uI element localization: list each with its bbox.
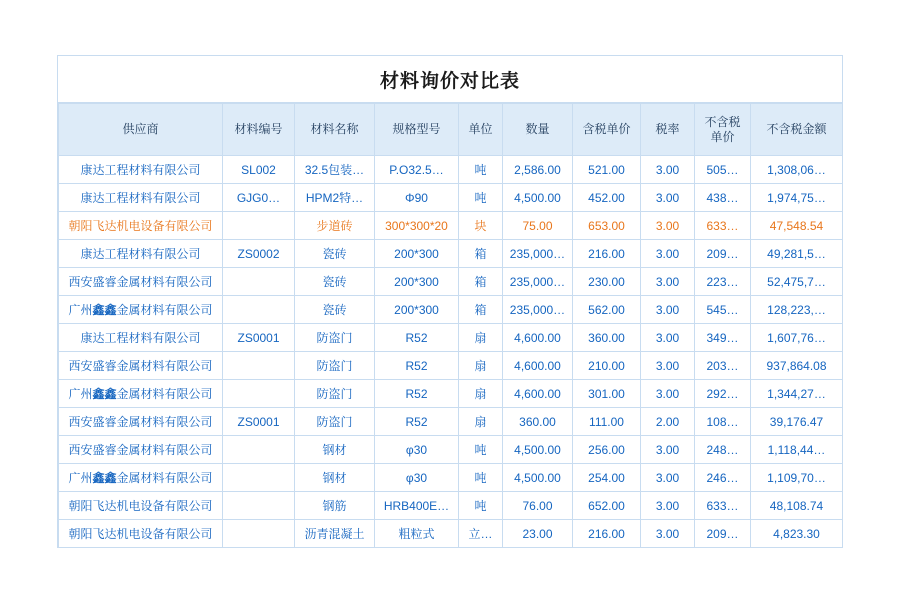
- cell-tax-price: 216.00: [573, 240, 641, 268]
- cell-net-price: 108…: [695, 408, 751, 436]
- table-row[interactable]: [59, 520, 843, 548]
- cell-tax-rate: 3.00: [641, 156, 695, 184]
- price-comparison-sheet: [57, 55, 843, 548]
- cell-net-price: 349…: [695, 324, 751, 352]
- cell-net-amount: 128,223,…: [751, 296, 843, 324]
- table-header: [59, 104, 843, 156]
- cell-supplier: [59, 464, 223, 492]
- supplier-name-suffix: 金属材料有限公司: [116, 303, 213, 317]
- table-row[interactable]: [59, 324, 843, 352]
- cell-net-price: 209…: [695, 520, 751, 548]
- comparison-table: [58, 103, 843, 548]
- cell-net-price: 438…: [695, 184, 751, 212]
- cell-tax-price: 652.00: [573, 492, 641, 520]
- supplier-name-emphasis: 鑫鑫: [92, 471, 117, 485]
- cell-unit: 吨: [459, 492, 503, 520]
- column-header-spec: 规格型号: [375, 104, 459, 156]
- cell-tax-rate: 3.00: [641, 324, 695, 352]
- cell-net-amount: 47,548.54: [751, 212, 843, 240]
- cell-supplier: 康达工程材料有限公司: [59, 240, 223, 268]
- cell-net-price: 505…: [695, 156, 751, 184]
- cell-net-amount: 1,109,70…: [751, 464, 843, 492]
- cell-unit: 扇: [459, 324, 503, 352]
- cell-supplier: [59, 296, 223, 324]
- cell-quantity: 235,000…: [503, 268, 573, 296]
- cell-tax-price: 210.00: [573, 352, 641, 380]
- cell-supplier: [59, 380, 223, 408]
- column-header-tax-rate: 税率: [641, 104, 695, 156]
- cell-spec: 200*300: [375, 296, 459, 324]
- cell-supplier: 西安盛睿金属材料有限公司: [59, 352, 223, 380]
- cell-material-code: [223, 520, 295, 548]
- cell-material-code: [223, 352, 295, 380]
- column-header-material-name: 材料名称: [295, 104, 375, 156]
- cell-material-name: 瓷砖: [295, 296, 375, 324]
- cell-tax-rate: 3.00: [641, 240, 695, 268]
- cell-unit: 块: [459, 212, 503, 240]
- cell-tax-price: 521.00: [573, 156, 641, 184]
- column-header-unit: 单位: [459, 104, 503, 156]
- column-header-tax-price: 含税单价: [573, 104, 641, 156]
- cell-quantity: 360.00: [503, 408, 573, 436]
- supplier-name-suffix: 金属材料有限公司: [116, 471, 213, 485]
- cell-net-amount: 1,974,75…: [751, 184, 843, 212]
- cell-net-price: 246…: [695, 464, 751, 492]
- table-row[interactable]: [59, 464, 843, 492]
- cell-unit: 扇: [459, 408, 503, 436]
- cell-material-code: [223, 436, 295, 464]
- supplier-name-emphasis: 鑫鑫: [92, 387, 117, 401]
- cell-supplier: 西安盛睿金属材料有限公司: [59, 408, 223, 436]
- cell-material-code: ZS0001: [223, 408, 295, 436]
- cell-spec: R52: [375, 380, 459, 408]
- cell-spec: R52: [375, 324, 459, 352]
- cell-spec: 200*300: [375, 240, 459, 268]
- cell-unit: 立…: [459, 520, 503, 548]
- table-body: [59, 156, 843, 548]
- cell-net-amount: 49,281,5…: [751, 240, 843, 268]
- cell-net-price: 633…: [695, 492, 751, 520]
- cell-net-price: 545…: [695, 296, 751, 324]
- cell-material-name: 钢筋: [295, 492, 375, 520]
- cell-tax-rate: 3.00: [641, 268, 695, 296]
- cell-tax-price: 216.00: [573, 520, 641, 548]
- cell-material-name: 防盗门: [295, 324, 375, 352]
- cell-quantity: 235,000…: [503, 296, 573, 324]
- cell-supplier: 西安盛睿金属材料有限公司: [59, 268, 223, 296]
- cell-tax-rate: 3.00: [641, 380, 695, 408]
- cell-spec: HRB400E…: [375, 492, 459, 520]
- supplier-name-prefix: 广州: [68, 471, 93, 485]
- cell-material-name: 步道砖: [295, 212, 375, 240]
- cell-quantity: 75.00: [503, 212, 573, 240]
- cell-quantity: 4,500.00: [503, 184, 573, 212]
- cell-material-name: 瓷砖: [295, 240, 375, 268]
- cell-tax-price: 452.00: [573, 184, 641, 212]
- cell-unit: 扇: [459, 380, 503, 408]
- cell-quantity: 4,500.00: [503, 436, 573, 464]
- table-row[interactable]: [59, 156, 843, 184]
- supplier-name-suffix: 金属材料有限公司: [116, 387, 213, 401]
- page-title: 材料询价对比表: [379, 70, 520, 92]
- table-row[interactable]: [59, 352, 843, 380]
- cell-quantity: 76.00: [503, 492, 573, 520]
- cell-net-amount: 1,607,76…: [751, 324, 843, 352]
- cell-unit: 扇: [459, 352, 503, 380]
- cell-unit: 箱: [459, 268, 503, 296]
- cell-material-code: [223, 296, 295, 324]
- cell-supplier: 康达工程材料有限公司: [59, 324, 223, 352]
- cell-unit: 吨: [459, 464, 503, 492]
- cell-quantity: 4,600.00: [503, 352, 573, 380]
- table-row[interactable]: [59, 212, 843, 240]
- cell-material-code: [223, 464, 295, 492]
- cell-material-name: 钢材: [295, 464, 375, 492]
- cell-tax-rate: 3.00: [641, 464, 695, 492]
- cell-material-code: [223, 268, 295, 296]
- cell-net-price: 633…: [695, 212, 751, 240]
- cell-material-code: SL002: [223, 156, 295, 184]
- cell-material-name: 防盗门: [295, 408, 375, 436]
- column-header-material-code: 材料编号: [223, 104, 295, 156]
- cell-tax-rate: 3.00: [641, 212, 695, 240]
- cell-supplier: 朝阳飞达机电设备有限公司: [59, 212, 223, 240]
- cell-tax-price: 230.00: [573, 268, 641, 296]
- table-row[interactable]: [59, 240, 843, 268]
- cell-quantity: 4,600.00: [503, 380, 573, 408]
- cell-quantity: 4,600.00: [503, 324, 573, 352]
- cell-spec: R52: [375, 408, 459, 436]
- sheet-title-row: [58, 56, 842, 103]
- supplier-name-prefix: 广州: [68, 303, 93, 317]
- cell-tax-rate: 3.00: [641, 296, 695, 324]
- cell-spec: R52: [375, 352, 459, 380]
- cell-spec: Φ90: [375, 184, 459, 212]
- cell-material-name: 钢材: [295, 436, 375, 464]
- cell-net-amount: 4,823.30: [751, 520, 843, 548]
- cell-material-code: [223, 492, 295, 520]
- cell-material-name: HPM2特…: [295, 184, 375, 212]
- table-row[interactable]: [59, 296, 843, 324]
- cell-unit: 箱: [459, 296, 503, 324]
- cell-net-amount: 1,308,06…: [751, 156, 843, 184]
- cell-material-code: ZS0002: [223, 240, 295, 268]
- cell-spec: 粗粒式: [375, 520, 459, 548]
- cell-material-name: 防盗门: [295, 380, 375, 408]
- table-row[interactable]: [59, 268, 843, 296]
- table-row[interactable]: [59, 436, 843, 464]
- cell-tax-price: 254.00: [573, 464, 641, 492]
- cell-material-code: GJG0…: [223, 184, 295, 212]
- cell-tax-rate: 3.00: [641, 436, 695, 464]
- cell-material-name: 32.5包装…: [295, 156, 375, 184]
- column-header-net-amount: 不含税金额: [751, 104, 843, 156]
- table-row[interactable]: [59, 492, 843, 520]
- cell-tax-price: 256.00: [573, 436, 641, 464]
- cell-spec: 300*300*20: [375, 212, 459, 240]
- cell-spec: φ30: [375, 436, 459, 464]
- cell-unit: 吨: [459, 184, 503, 212]
- cell-tax-rate: 3.00: [641, 352, 695, 380]
- cell-spec: φ30: [375, 464, 459, 492]
- cell-net-amount: 48,108.74: [751, 492, 843, 520]
- cell-net-price: 209…: [695, 240, 751, 268]
- cell-material-name: 防盗门: [295, 352, 375, 380]
- cell-tax-price: 360.00: [573, 324, 641, 352]
- cell-material-name: 沥青混凝土: [295, 520, 375, 548]
- cell-quantity: 23.00: [503, 520, 573, 548]
- cell-material-code: [223, 212, 295, 240]
- cell-net-amount: 52,475,7…: [751, 268, 843, 296]
- cell-tax-rate: 3.00: [641, 492, 695, 520]
- cell-supplier: 朝阳飞达机电设备有限公司: [59, 520, 223, 548]
- cell-net-price: 223…: [695, 268, 751, 296]
- table-row[interactable]: [59, 380, 843, 408]
- table-row[interactable]: [59, 408, 843, 436]
- column-header-supplier: 供应商: [59, 104, 223, 156]
- column-header-net-price: 不含税单价: [695, 104, 751, 156]
- cell-quantity: 2,586.00: [503, 156, 573, 184]
- cell-net-amount: 39,176.47: [751, 408, 843, 436]
- cell-quantity: 235,000…: [503, 240, 573, 268]
- cell-net-price: 203…: [695, 352, 751, 380]
- cell-supplier: 康达工程材料有限公司: [59, 156, 223, 184]
- cell-net-price: 248…: [695, 436, 751, 464]
- cell-tax-rate: 3.00: [641, 520, 695, 548]
- cell-material-code: [223, 380, 295, 408]
- cell-quantity: 4,500.00: [503, 464, 573, 492]
- cell-tax-rate: 2.00: [641, 408, 695, 436]
- cell-net-amount: 1,344,27…: [751, 380, 843, 408]
- cell-unit: 吨: [459, 156, 503, 184]
- table-row[interactable]: [59, 184, 843, 212]
- cell-supplier: 朝阳飞达机电设备有限公司: [59, 492, 223, 520]
- cell-spec: P.O32.5…: [375, 156, 459, 184]
- cell-tax-rate: 3.00: [641, 184, 695, 212]
- cell-unit: 吨: [459, 436, 503, 464]
- supplier-name-emphasis: 鑫鑫: [92, 303, 117, 317]
- table-header-row: [59, 104, 843, 156]
- cell-net-amount: 937,864.08: [751, 352, 843, 380]
- cell-material-name: 瓷砖: [295, 268, 375, 296]
- cell-unit: 箱: [459, 240, 503, 268]
- cell-material-code: ZS0001: [223, 324, 295, 352]
- cell-supplier: 西安盛睿金属材料有限公司: [59, 436, 223, 464]
- cell-spec: 200*300: [375, 268, 459, 296]
- cell-net-amount: 1,118,44…: [751, 436, 843, 464]
- cell-tax-price: 301.00: [573, 380, 641, 408]
- column-header-quantity: 数量: [503, 104, 573, 156]
- cell-supplier: 康达工程材料有限公司: [59, 184, 223, 212]
- cell-tax-price: 111.00: [573, 408, 641, 436]
- cell-net-price: 292…: [695, 380, 751, 408]
- cell-tax-price: 653.00: [573, 212, 641, 240]
- cell-tax-price: 562.00: [573, 296, 641, 324]
- supplier-name-prefix: 广州: [68, 387, 93, 401]
